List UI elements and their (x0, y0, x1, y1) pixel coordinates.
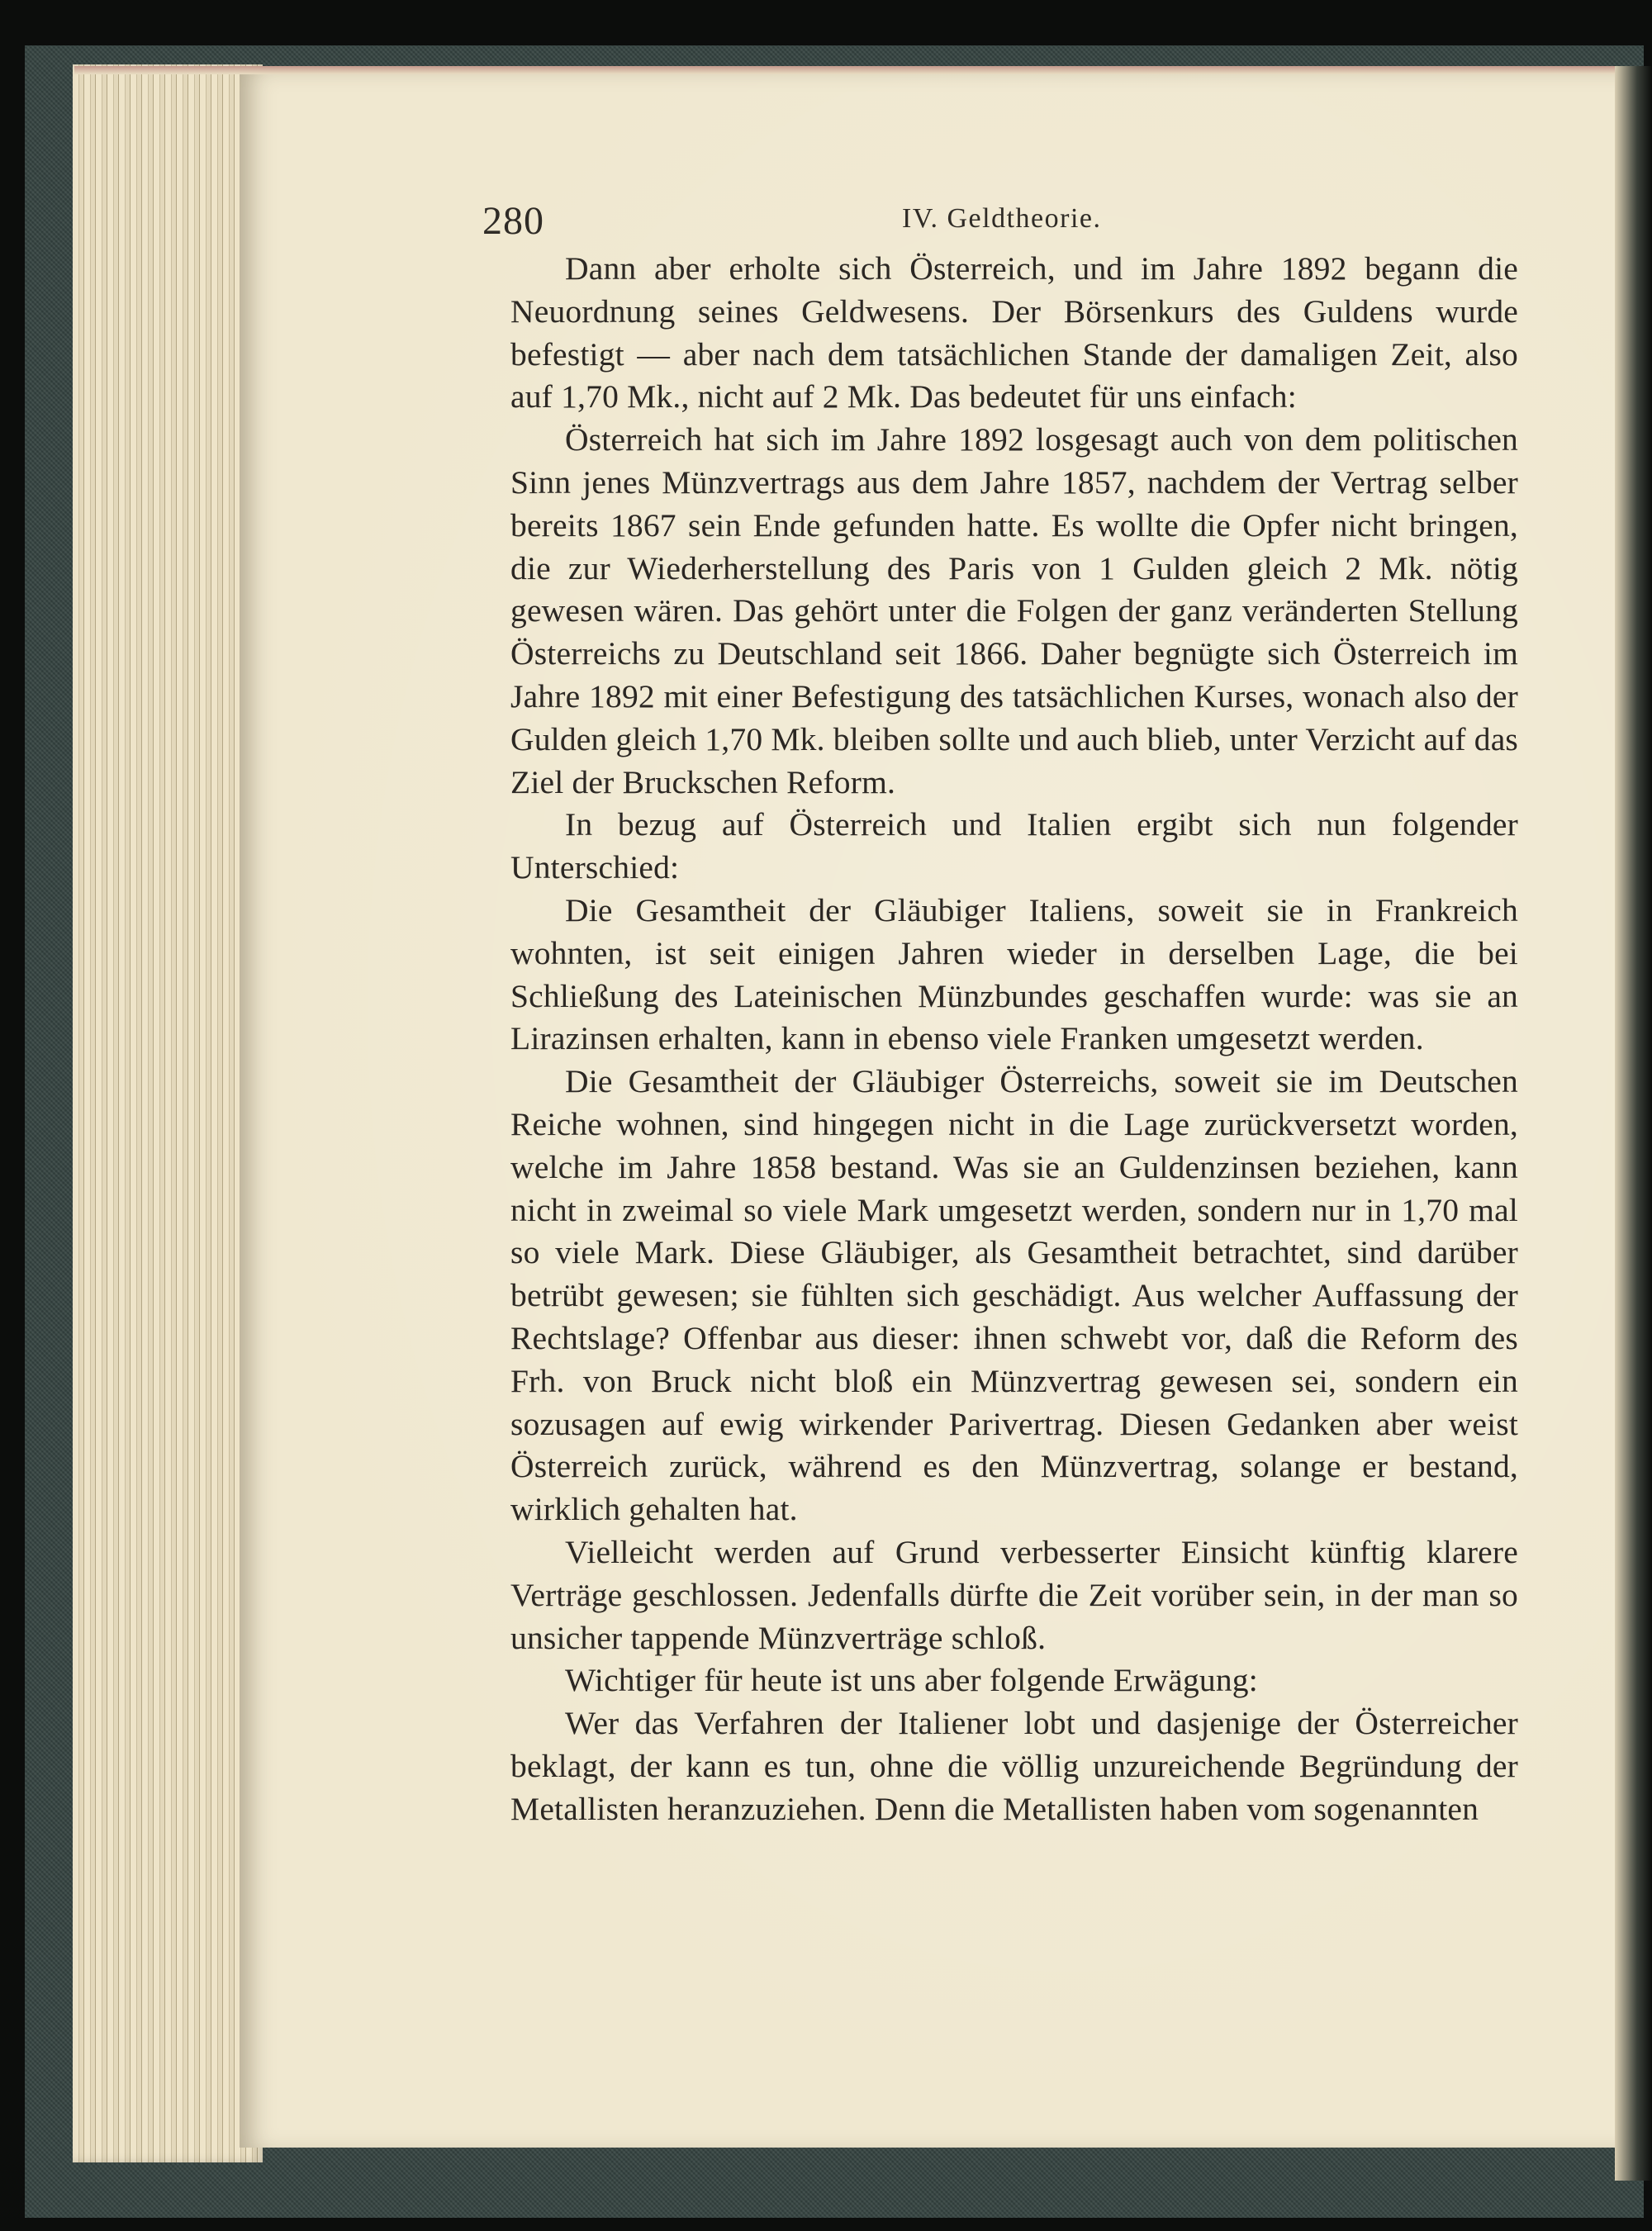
running-head: IV. Geldtheorie. (902, 203, 1102, 234)
page-edges (73, 64, 263, 2162)
page-number: 280 (482, 199, 544, 243)
paragraph-4: Die Gesamtheit der Gläubiger Italiens, soweit sie in Frankreich wohnten, ist seit einigen Jahren wieder in derselben Lage, die bei Schließung des Lateinischen Münzbundes geschaffen wurde: was sie an Lirazinsen erhalten, kann in ebenso viele Franken umgesetzt werden. (510, 891, 1518, 1057)
paragraph-7: Wichtiger für heute ist uns aber folgende Erwägung: (565, 1662, 1258, 1699)
body-text (510, 248, 1518, 1830)
paragraph-6: Vielleicht werden auf Grund verbesserter Einsicht künftig klarere Verträge geschlossen. Jedenfalls dürfte die Zeit vorüber sein, in der man so unsicher tappende Münzverträge schloß. (510, 1533, 1518, 1656)
page-header (482, 195, 1523, 253)
paragraph-1: Dann aber erholte sich Österreich, und im Jahre 1892 begann die Neuordnung seines Geldwesens. Der Börsenkurs des Guldens wurde befestigt — aber nach dem tatsächlichen Stande der damaligen Zeit, also auf 1,70 Mk., nicht auf 2 Mk. Das bedeutet für uns einfach: (510, 250, 1518, 415)
page-top-edge (74, 66, 1627, 74)
paragraph-3: In bezug auf Österreich und Italien ergibt sich nun folgender Unterschied: (510, 806, 1518, 886)
gutter-shadow (1615, 66, 1652, 2181)
paragraph-2: Österreich hat sich im Jahre 1892 losgesagt auch von dem politischen Sinn jenes Münzvertrags aus dem Jahre 1857, nachdem der Vertrag selber bereits 1867 sein Ende gefunden hatte. Es wollte die Opfer nicht bringen, die zur Wiederherstellung des Paris von 1 Gulden gleich 2 Mk. nötig gewesen wären. Das gehört unter die Folgen der ganz veränderten Stellung Österreichs zu Deutschland seit 1866. Daher begnügte sich Österreich im Jahre 1892 mit einer Befestigung des tatsächlichen Kurses, wonach also der Gulden gleich 1,70 Mk. bleiben sollte und auch blieb, unter Verzicht auf das Ziel der Bruckschen Reform. (510, 421, 1519, 800)
paragraph-5: Die Gesamtheit der Gläubiger Österreichs, soweit sie im Deutschen Reiche wohnen, sind hingegen nicht in die Lage zurückversetzt worden, welche im Jahre 1858 bestand. Was sie an Guldenzinsen beziehen, kann nicht in zweimal so viele Mark umgesetzt werden, sondern nur in 1,70 mal so viele Mark. Diese Gläubiger, als Gesamtheit betrachtet, sind darüber betrübt gewesen; sie fühlten sich geschädigt. Aus welcher Auffassung der Rechtslage? Offenbar aus dieser: ihnen schwebt vor, daß die Reform des Frh. von Bruck nicht bloß ein Münzvertrag gewesen sei, sondern ein sozusagen auf ewig wirkender Parivertrag. Diesen Gedanken aber weist Österreich zurück, während es den Münzvertrag, solange er bestand, wirklich gehalten hat. (510, 1063, 1518, 1528)
paragraph-8: Wer das Verfahren der Italiener lobt und dasjenige der Österreicher beklagt, der kann es tun, ohne die völlig unzureichende Begründung der Metallisten heranzuziehen. Denn die Metallisten haben vom sogenannten (510, 1705, 1518, 1827)
